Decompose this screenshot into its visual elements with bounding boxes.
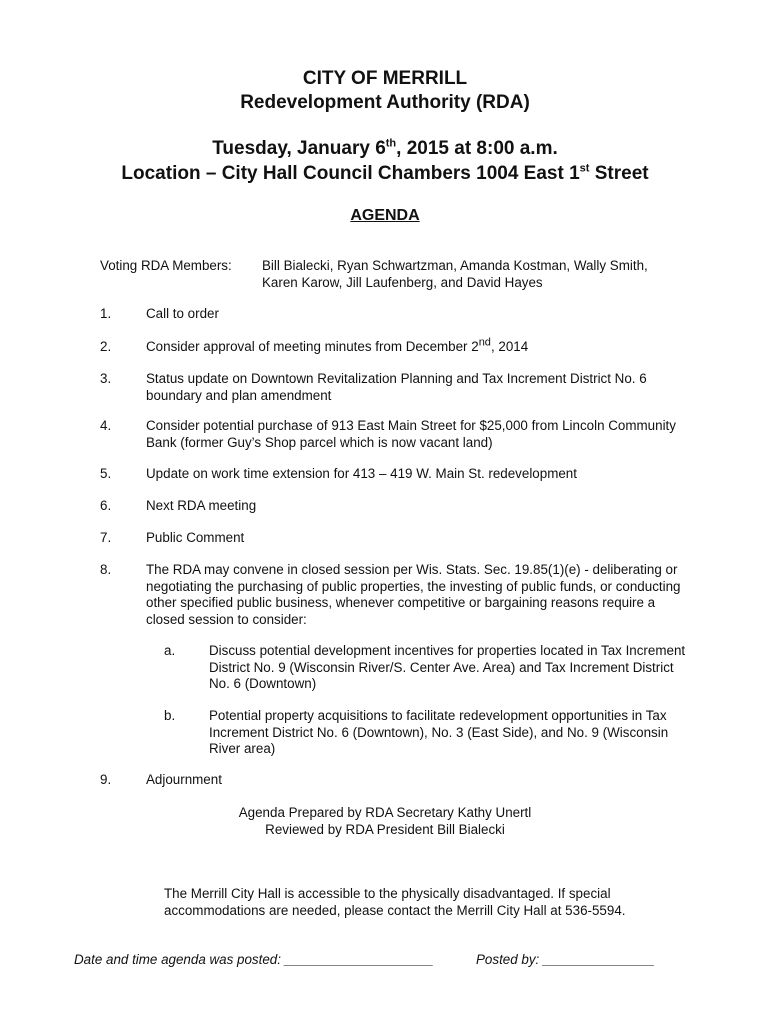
item-number: 3. (100, 371, 112, 386)
meeting-date: Tuesday, January 6th, 2015 at 8:00 a.m. (212, 137, 558, 159)
agenda-item-text: The RDA may convene in closed session per Wis. Stats. Sec. 19.85(1)(e) - deliberating or negotiating the purchasing of public properties, the investing of public funds, or conducting other specified public business, whenever competitive or bargaining reasons require a closed session to consider: (146, 562, 681, 627)
voting-members-list: Bill Bialecki, Ryan Schwartzman, Amanda Kostman, Wally Smith, Karen Karow, Jill Laufenberg, and David Hayes (262, 258, 648, 290)
agenda-item-text: Consider potential purchase of 913 East Main Street for $25,000 from Lincoln Community Bank (former Guy’s Shop parcel which is now vacant land) (146, 418, 676, 450)
reviewed-by-line: Reviewed by RDA President Bill Bialecki (265, 822, 505, 837)
item-number: 9. (100, 772, 112, 787)
agenda-item-text: Adjournment (146, 772, 222, 787)
item-number: 6. (100, 498, 112, 513)
authority-title: Redevelopment Authority (RDA) (240, 92, 530, 113)
city-title: CITY OF MERRILL (302, 68, 468, 89)
item-number: 5. (100, 466, 112, 481)
item-number: 1. (100, 306, 112, 321)
accessibility-notice: The Merrill City Hall is accessible to the physically disadvantaged. If special accommodations are needed, please contact the Merrill City Hall at 536-5594. (164, 886, 626, 918)
agenda-item-text: Public Comment (146, 530, 245, 545)
agenda-item-text: Call to order (146, 306, 219, 321)
agenda-item-text: Consider approval of meeting minutes from December 2nd, 2014 (146, 336, 529, 354)
item-number: 8. (100, 562, 112, 577)
agenda-item-text: Next RDA meeting (146, 498, 257, 513)
posted-date-line: Date and time agenda was posted: ____________________ (74, 952, 434, 967)
subitem-text: Discuss potential development incentives for properties located in Tax Increment District No. 9 (Wisconsin River/S. Center Ave. Area) and Tax Increment District No. 6 (Downtown) (209, 643, 686, 691)
meeting-location: Location – City Hall Council Chambers 1004 East 1st Street (121, 162, 649, 184)
prepared-by-line: Agenda Prepared by RDA Secretary Kathy Unertl (238, 805, 532, 820)
agenda-heading: AGENDA (350, 207, 420, 224)
item-number: 7. (100, 530, 112, 545)
subitem-text: Potential property acquisitions to facilitate redevelopment opportunities in Tax Increment District No. 6 (Downtown), No. 3 (East Side), and No. 9 (Wisconsin River area) (209, 708, 669, 756)
subitem-letter: a. (164, 643, 176, 658)
item-number: 4. (100, 418, 112, 433)
voting-members-label: Voting RDA Members: (100, 258, 232, 273)
subitem-letter: b. (164, 708, 176, 723)
posted-by-line: Posted by: _______________ (476, 952, 655, 967)
item-number: 2. (100, 339, 112, 354)
agenda-item-text: Update on work time extension for 413 – 419 W. Main St. redevelopment (146, 466, 577, 481)
agenda-item-text: Status update on Downtown Revitalization Planning and Tax Increment District No. 6 boundary and plan amendment (146, 371, 647, 403)
